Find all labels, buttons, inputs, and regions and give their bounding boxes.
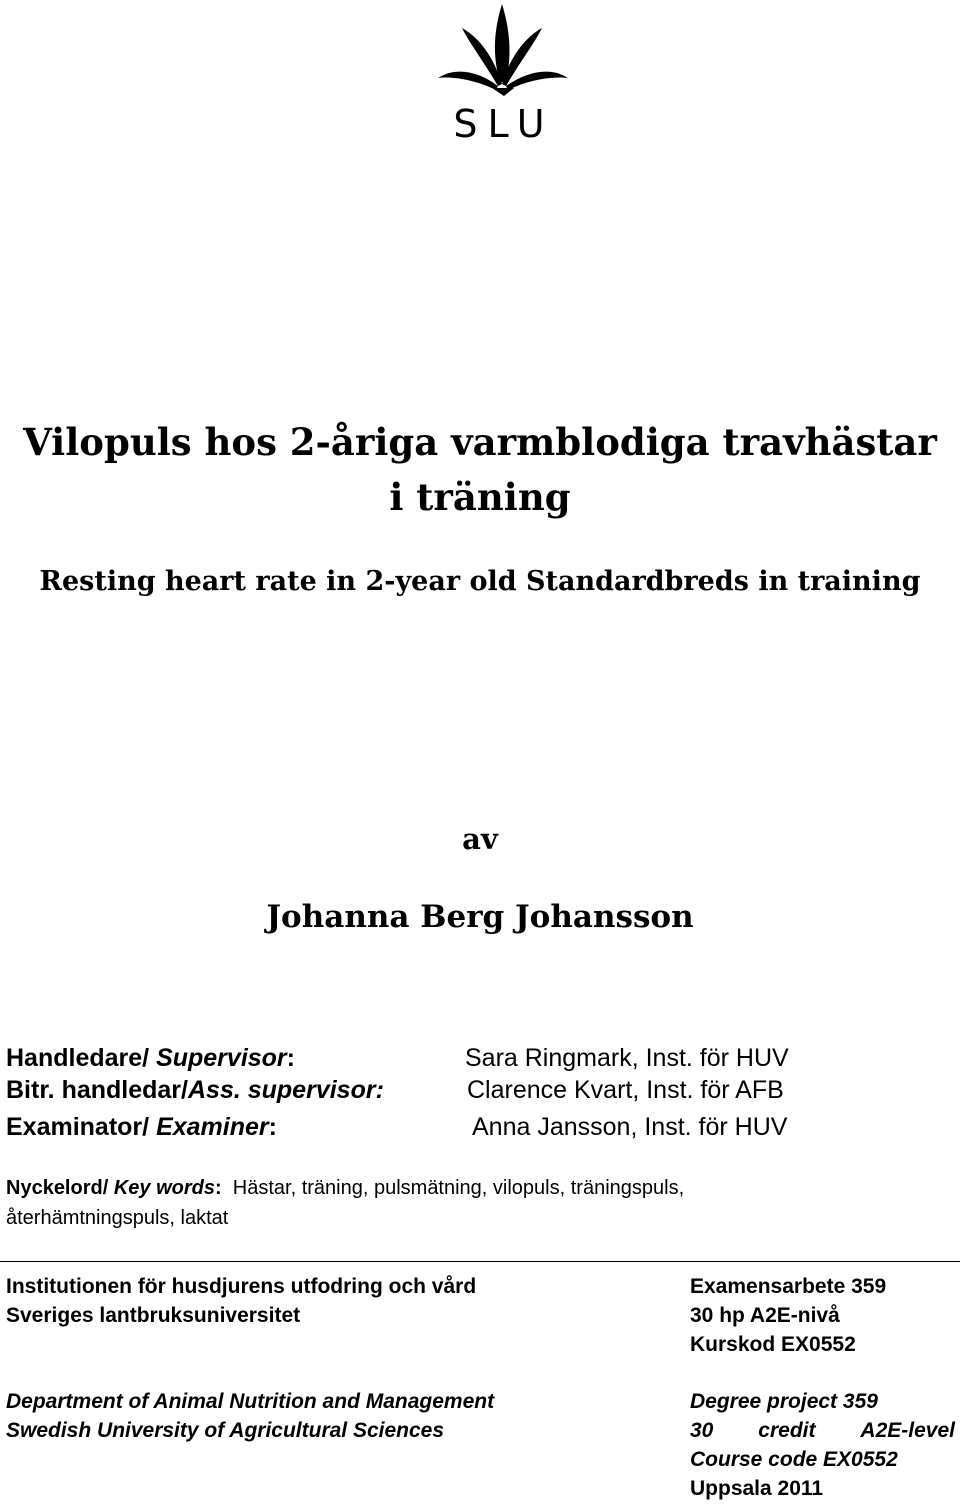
examiner-label xyxy=(6,1115,277,1140)
by-label: av xyxy=(462,822,498,856)
credits-en-word: credit xyxy=(758,1419,816,1442)
place-year: Uppsala 2011 xyxy=(690,1477,824,1500)
credits-sv: 30 hp A2E-nivå xyxy=(690,1304,840,1327)
department-en: Department of Animal Nutrition and Management xyxy=(6,1390,495,1413)
keywords-label-sv: Nyckelord/ xyxy=(6,1177,114,1199)
keywords-label-en: Key words xyxy=(113,1177,215,1199)
examiner-label-suffix: : xyxy=(268,1113,277,1141)
supervisor-label xyxy=(6,1046,295,1071)
examiner-value: Anna Jansson, Inst. för HUV xyxy=(472,1113,788,1141)
slu-logo xyxy=(432,0,576,145)
logo-text: SLU xyxy=(453,102,555,145)
supervisor-label-sv: Handledare/ xyxy=(6,1044,157,1072)
university-sv: Sveriges lantbruksuniversitet xyxy=(6,1304,301,1327)
supervisor-label-suffix: : xyxy=(286,1044,295,1072)
university-en: Swedish University of Agricultural Sciences xyxy=(6,1419,445,1442)
credits-en-level: A2E-level xyxy=(860,1419,955,1442)
assistant-supervisor-label-en: Ass. supervisor: xyxy=(187,1076,384,1104)
english-title: Resting heart rate in 2-year old Standardbreds in training xyxy=(39,566,921,597)
keywords-label-suffix: : xyxy=(214,1177,222,1199)
course-code-en: Course code EX0552 xyxy=(690,1448,898,1471)
keywords-line-1 xyxy=(6,1178,684,1198)
sprout-icon xyxy=(432,0,576,145)
thesis-number-sv: Examensarbete 359 xyxy=(690,1275,887,1298)
title-line-2: i träning xyxy=(389,475,571,519)
supervisor-label-en: Supervisor xyxy=(156,1044,287,1072)
examiner-label-sv: Examinator/ xyxy=(6,1113,157,1141)
author-name: Johanna Berg Johansson xyxy=(266,899,694,935)
thesis-number-en: Degree project 359 xyxy=(690,1390,878,1413)
credits-en xyxy=(690,1420,955,1441)
department-sv: Institutionen för husdjurens utfodring och vård xyxy=(6,1275,477,1298)
credits-en-number: 30 xyxy=(690,1419,714,1442)
keywords-list-2: återhämtningspuls, laktat xyxy=(6,1207,229,1229)
course-code-sv: Kurskod EX0552 xyxy=(690,1333,856,1356)
assistant-supervisor-label xyxy=(6,1078,384,1103)
assistant-supervisor-value: Clarence Kvart, Inst. för AFB xyxy=(467,1076,784,1104)
keywords-list-1: Hästar, träning, pulsmätning, vilopuls, träningspuls, xyxy=(232,1177,685,1199)
divider xyxy=(0,1261,960,1262)
supervisor-value: Sara Ringmark, Inst. för HUV xyxy=(465,1044,789,1072)
examiner-label-en: Examiner xyxy=(156,1113,269,1141)
title-line-1: Vilopuls hos 2-åriga varmblodiga travhästar xyxy=(23,420,937,464)
assistant-supervisor-label-sv: Bitr. handledar/ xyxy=(6,1076,188,1104)
